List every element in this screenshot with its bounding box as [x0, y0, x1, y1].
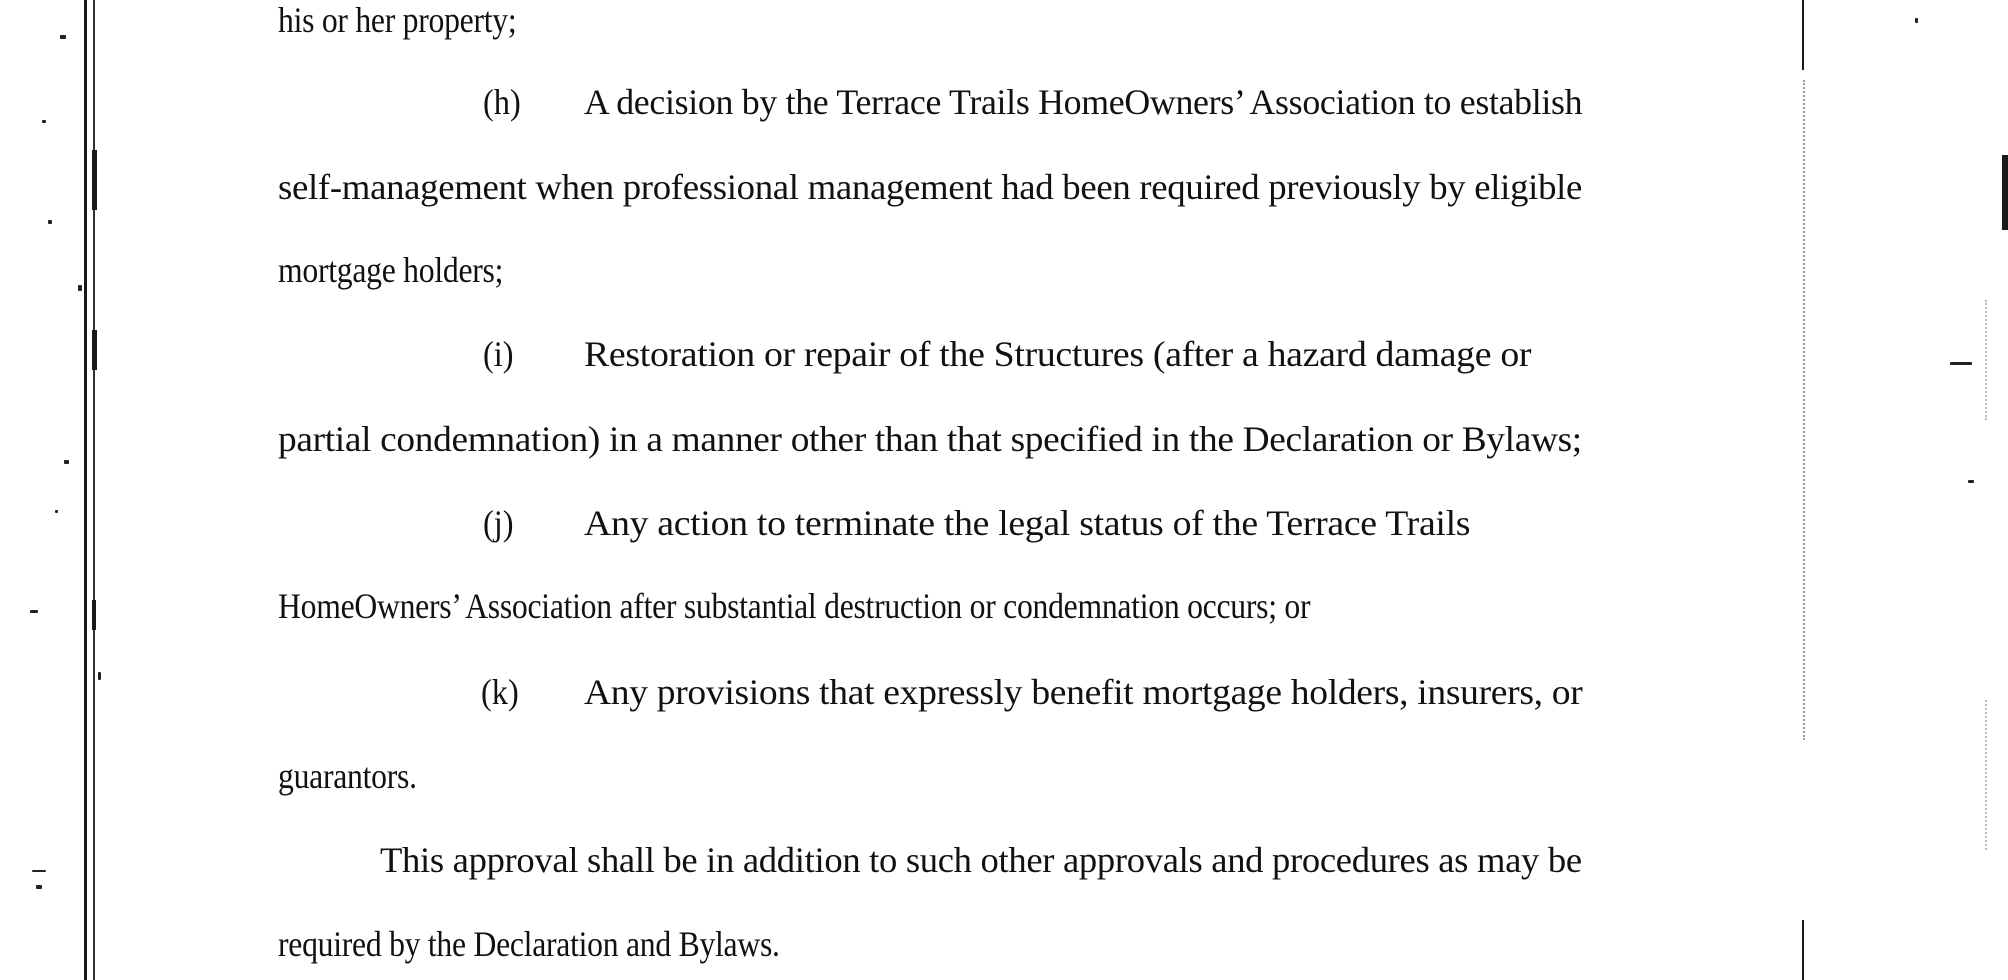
left-border-tick [92, 330, 97, 370]
scan-speck [78, 285, 82, 291]
paragraph-line-2: required by the Declaration and Bylaws. [278, 924, 780, 964]
scan-speck [1968, 480, 1974, 483]
left-border-tick [92, 600, 96, 630]
scan-speck [1950, 362, 1972, 365]
text-line: his or her property; [278, 0, 517, 40]
clause-h-line-2: self-management when professional management had been required previously by eligible [278, 167, 1583, 207]
clause-marker-j: (j) [483, 503, 514, 543]
left-border-tick [92, 150, 97, 210]
far-right-edge [2002, 155, 2008, 230]
clause-marker-h: (h) [483, 82, 521, 122]
clause-j-line-1: Any action to terminate the legal status of the Terrace Trails [584, 503, 1471, 543]
scan-speck [98, 672, 101, 680]
clause-j-line-2: HomeOwners’ Association after substantial destruction or condemnation occurs; or [278, 586, 1311, 626]
left-border-line [84, 0, 87, 980]
scan-speck [42, 120, 46, 123]
scan-speck [32, 870, 46, 872]
scan-speck [1915, 18, 1918, 23]
right-dotted-line [1803, 80, 1805, 740]
scan-speck [64, 460, 69, 464]
left-border-line-inner [93, 0, 95, 980]
clause-marker-i: (i) [483, 334, 514, 374]
right-dotted-line [1985, 700, 1987, 850]
clause-i-line-2: partial condemnation) in a manner other than that specified in the Declaration or Bylaws; [278, 419, 1582, 459]
clause-i-line-1: Restoration or repair of the Structures (after a hazard damage or [584, 334, 1532, 374]
clause-marker-k: (k) [481, 672, 519, 712]
scan-speck [60, 35, 66, 39]
scan-speck [36, 885, 42, 889]
scan-speck [30, 610, 38, 613]
right-dotted-line [1985, 300, 1987, 420]
clause-k-line-2: guarantors. [278, 756, 417, 796]
clause-h-line-1: A decision by the Terrace Trails HomeOwners’ Association to establish [584, 82, 1583, 122]
paragraph-line-1: This approval shall be in addition to such other approvals and procedures as may be [380, 840, 1582, 880]
clause-k-line-1: Any provisions that expressly benefit mortgage holders, insurers, or [584, 672, 1583, 712]
scan-speck [55, 510, 58, 513]
right-border-line [1802, 0, 1804, 70]
right-border-line [1802, 920, 1804, 980]
clause-h-line-3: mortgage holders; [278, 250, 504, 290]
scan-speck [48, 220, 52, 224]
